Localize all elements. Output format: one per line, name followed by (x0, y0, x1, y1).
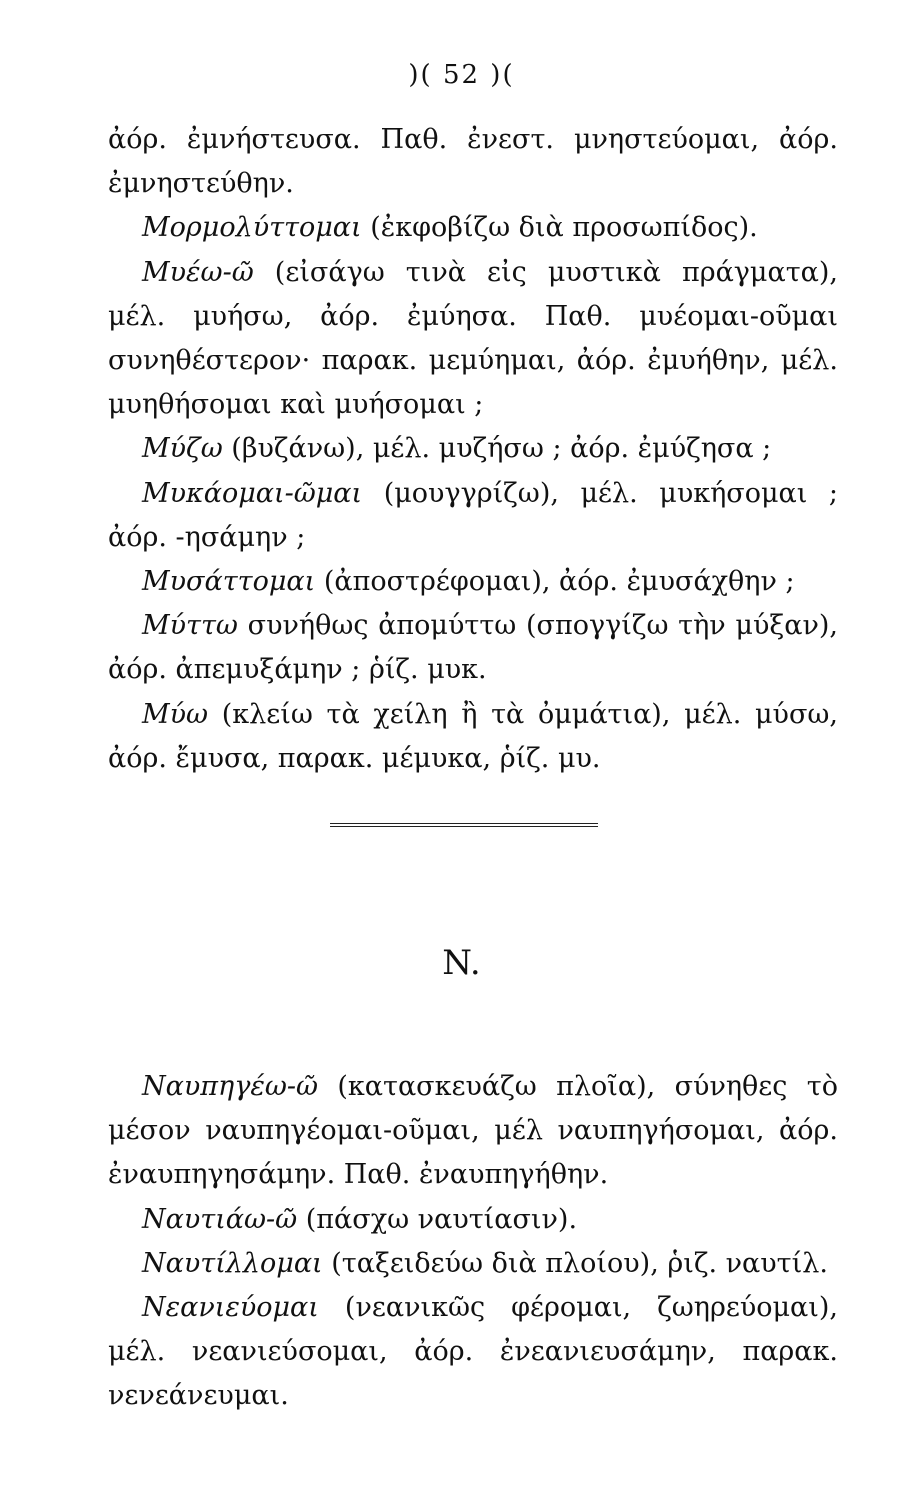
dictionary-entry (108, 560, 838, 604)
dictionary-entry (108, 1242, 838, 1286)
dictionary-entry (108, 251, 838, 428)
dictionary-entry (108, 693, 838, 781)
dictionary-entry (108, 1198, 838, 1242)
dictionary-entry (108, 604, 838, 692)
entry-text: (ἀποστρέφομαι), ἀόρ. ἐμυσάχθην ; (315, 566, 795, 598)
entry-text: (ἐκφοβίζω διὰ προσωπίδος). (361, 212, 758, 244)
entry-text: (ταξειδεύω διὰ πλοίου), ῥιζ. ναυτίλ. (322, 1247, 828, 1279)
entry-headword: Νεανιεύομαι (142, 1292, 319, 1324)
entry-text: (πάσχω ναυτίασιν). (297, 1203, 578, 1235)
dictionary-entries-bottom (108, 1065, 838, 1419)
entry-text: (μουγγρίζω), μέλ. μυκήσομαι ; ἀόρ. -ησάμην ; (108, 477, 838, 553)
entry-headword: Ναυτίλλομαι (142, 1247, 323, 1279)
entry-text: (βυζάνω), μέλ. μυζήσω ; ἀόρ. ἐμύζησα ; (222, 433, 772, 465)
entry-headword: Μύζω (142, 433, 223, 465)
dictionary-entry (108, 118, 838, 206)
entry-text: συνήθως ἀπομύττω (σπογγίζω τὴν μύξαν), ἀόρ. ἀπεμυξάμην ; ῥίζ. μυκ. (108, 610, 838, 686)
entry-text: (εἰσάγω τινὰ εἰς μυστικὰ πράγματα), μέλ. μυήσω, ἀόρ. ἐμύησα. Παθ. μυέομαι-οῦμαι συνηθέστερον· παρακ. μεμύημαι, ἀόρ. ἐμυήθην, μέλ. μυηθήσομαι καὶ μυήσομαι ; (108, 256, 838, 421)
dictionary-entries-top (108, 118, 838, 781)
dictionary-entry (108, 472, 838, 560)
dictionary-entry (108, 1065, 838, 1198)
entry-headword: Μορμολύττομαι (142, 212, 362, 244)
entry-headword: Ναυτιάω-ῶ (142, 1203, 298, 1235)
dictionary-entry (108, 1286, 838, 1419)
dictionary-entry (108, 206, 838, 250)
divider-line (330, 826, 598, 827)
entry-text: (κατασκευάζω πλοῖα), σύνηθες τὸ μέσον ναυπηγέομαι-οῦμαι, μέλ ναυπηγήσομαι, ἀόρ. ἐναυπηγησάμην. Παθ. ἐναυπηγήθην. (108, 1071, 838, 1191)
entry-headword: Μύττω (142, 610, 238, 642)
entry-headword: Μυσάττομαι (142, 566, 316, 598)
entry-text: (κλείω τὰ χείλη ἢ τὰ ὀμμάτια), μέλ. μύσω, ἀόρ. ἔμυσα, παρακ. μέμυκα, ῥίζ. μυ. (108, 698, 838, 774)
section-divider (330, 823, 598, 827)
entry-text: ἀόρ. ἐμνήστευσα. Παθ. ἐνεστ. μνηστεύομαι, ἀόρ. ἐμνηστεύθην. (108, 124, 838, 200)
entry-text: (νεανικῶς φέρομαι, ζωηρεύομαι), μέλ. νεανιεύσομαι, ἀόρ. ἐνεανιευσάμην, παρακ. νενεάνευμαι. (108, 1292, 838, 1412)
divider-line (330, 823, 598, 824)
section-letter-heading: N. (442, 943, 481, 983)
page-number-header: )( 52 )( (408, 60, 515, 90)
entry-headword: Ναυπηγέω-ῶ (142, 1071, 318, 1102)
dictionary-entry (108, 427, 838, 471)
entry-headword: Μυέω-ῶ (142, 256, 254, 288)
entry-headword: Μυκάομαι-ῶμαι (142, 477, 363, 509)
entry-headword: Μύω (142, 698, 209, 730)
